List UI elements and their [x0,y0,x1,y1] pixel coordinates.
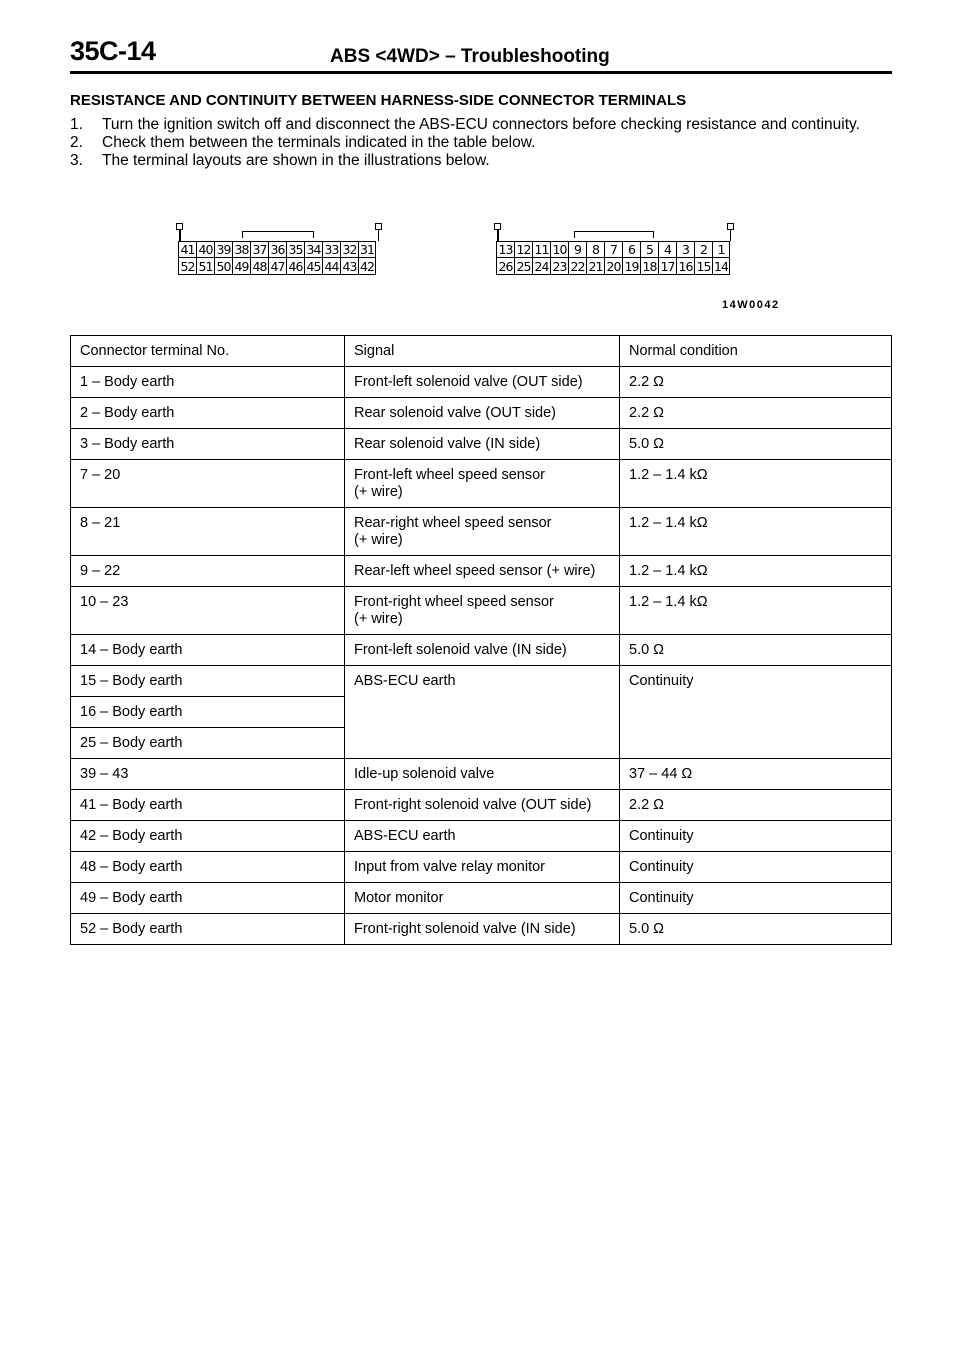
signal-cell: Front-right solenoid valve (IN side) [345,914,620,945]
resistance-continuity-table [70,335,892,945]
terminal-cell: 15 [694,258,712,275]
condition-cell: 2.2 Ω [620,398,892,429]
page-header [70,36,892,74]
signal-cell: ABS-ECU earth [345,821,620,852]
terminal-cell: 18 [640,258,658,275]
figure-code: 14W0042 [722,299,780,311]
signal-cell: Rear solenoid valve (IN side) [345,429,620,460]
step-3 [70,152,892,170]
signal-cell: ABS-ECU earth [345,666,620,759]
terminal-cell: 49 [232,258,250,275]
terminal-cell: 51 [196,258,214,275]
terminal-cell: 25 [514,258,532,275]
terminal-cell: 1 [712,241,730,258]
terminal-cell: 11 [532,241,550,258]
connector-latch [574,231,654,238]
table-row [71,666,892,697]
left-connector [176,223,382,281]
terminal-cell: 24 [532,258,550,275]
condition-cell: 37 – 44 Ω [620,759,892,790]
signal-cell: Rear solenoid valve (OUT side) [345,398,620,429]
step-2 [70,134,892,152]
terminal-cell: 5 [640,241,658,258]
condition-cell: 5.0 Ω [620,429,892,460]
condition-cell: 2.2 Ω [620,367,892,398]
instruction-steps [70,116,892,170]
condition-cell: 2.2 Ω [620,790,892,821]
signal-cell: Front-right solenoid valve (OUT side) [345,790,620,821]
terminal-cell: 16 [676,258,694,275]
terminal-cell: 6 [622,241,640,258]
condition-cell: Continuity [620,666,892,759]
signal-cell: Idle-up solenoid valve [345,759,620,790]
signal-cell: Front-left wheel speed sensor (+ wire) [345,460,620,508]
terminal-cell: 3 [676,241,694,258]
step-number: 3. [70,152,83,169]
table-row [71,587,892,635]
connector-post-line [497,229,499,241]
terminal-cell: 39 [214,241,232,258]
condition-cell: 1.2 – 1.4 kΩ [620,587,892,635]
terminal-cell: 10 – 23 [71,587,345,635]
terminal-cell: 19 [622,258,640,275]
terminal-cell: 39 – 43 [71,759,345,790]
table-row [71,556,892,587]
condition-cell: 1.2 – 1.4 kΩ [620,508,892,556]
terminal-cell: 43 [340,258,358,275]
condition-cell: Continuity [620,883,892,914]
terminal-cell: 50 [214,258,232,275]
terminal-cell: 7 [604,241,622,258]
table-row [71,367,892,398]
terminal-cell: 48 [250,258,268,275]
condition-cell: 1.2 – 1.4 kΩ [620,556,892,587]
terminal-cell: 9 [568,241,586,258]
terminal-cell: 16 – Body earth [71,697,345,728]
terminal-row-bottom [178,258,376,275]
table-row [71,635,892,666]
connector-post-line [730,229,732,241]
terminal-cell: 4 [658,241,676,258]
terminal-cell: 10 [550,241,568,258]
signal-cell: Motor monitor [345,883,620,914]
step-number: 2. [70,134,83,151]
signal-cell: Front-right wheel speed sensor (+ wire) [345,587,620,635]
terminal-cell: 31 [358,241,376,258]
table-row [71,790,892,821]
step-text: The terminal layouts are shown in the illustrations below. [102,152,490,169]
right-connector [494,223,734,281]
terminal-cell: 42 – Body earth [71,821,345,852]
table-header-cell: Signal [345,336,620,367]
terminal-cell: 8 [586,241,604,258]
terminal-cell: 52 – Body earth [71,914,345,945]
terminal-cell: 3 – Body earth [71,429,345,460]
signal-cell: Front-left solenoid valve (IN side) [345,635,620,666]
table-row [71,914,892,945]
table-row [71,460,892,508]
page-title: ABS <4WD> – Troubleshooting [330,46,610,67]
page-number: 35C-14 [70,36,156,66]
terminal-cell: 46 [286,258,304,275]
table-row [71,398,892,429]
terminal-row-top [178,241,376,258]
terminal-cell: 2 [694,241,712,258]
terminal-cell: 34 [304,241,322,258]
condition-cell: 5.0 Ω [620,914,892,945]
table-row [71,821,892,852]
terminal-cell: 52 [178,258,196,275]
table-header-row [71,336,892,367]
table-row [71,883,892,914]
terminal-cell: 45 [304,258,322,275]
terminal-cell: 12 [514,241,532,258]
table-row [71,508,892,556]
connector-post-line [179,229,181,241]
signal-cell: Rear-right wheel speed sensor (+ wire) [345,508,620,556]
signal-cell: Input from valve relay monitor [345,852,620,883]
terminal-cell: 42 [358,258,376,275]
terminal-cell: 33 [322,241,340,258]
terminal-cell: 20 [604,258,622,275]
condition-cell: 1.2 – 1.4 kΩ [620,460,892,508]
header-rule [70,71,892,74]
connector-illustration [0,215,960,315]
terminal-cell: 41 [178,241,196,258]
terminal-cell: 14 – Body earth [71,635,345,666]
terminal-cell: 13 [496,241,514,258]
terminal-cell: 17 [658,258,676,275]
terminal-cell: 7 – 20 [71,460,345,508]
terminal-cell: 44 [322,258,340,275]
terminal-row-top [496,241,730,258]
terminal-row-bottom [496,258,730,275]
step-text: Turn the ignition switch off and disconnect the ABS-ECU connectors before checking resistance and continuity. [102,116,860,133]
signal-cell: Rear-left wheel speed sensor (+ wire) [345,556,620,587]
terminal-cell: 47 [268,258,286,275]
terminal-cell: 36 [268,241,286,258]
terminal-cell: 14 [712,258,730,275]
terminal-cell: 40 [196,241,214,258]
terminal-cell: 38 [232,241,250,258]
terminal-cell: 2 – Body earth [71,398,345,429]
terminal-cell: 37 [250,241,268,258]
terminal-cell: 23 [550,258,568,275]
terminal-cell: 35 [286,241,304,258]
terminal-cell: 49 – Body earth [71,883,345,914]
terminal-cell: 48 – Body earth [71,852,345,883]
table-header-cell: Normal condition [620,336,892,367]
terminal-cell: 8 – 21 [71,508,345,556]
step-text: Check them between the terminals indicated in the table below. [102,134,536,151]
terminal-cell: 1 – Body earth [71,367,345,398]
terminal-cell: 21 [586,258,604,275]
terminal-cell: 22 [568,258,586,275]
terminal-cell: 15 – Body earth [71,666,345,697]
terminal-cell: 9 – 22 [71,556,345,587]
table-row [71,759,892,790]
signal-cell: Front-left solenoid valve (OUT side) [345,367,620,398]
connector-post-line [378,229,380,241]
terminal-cell: 26 [496,258,514,275]
condition-cell: Continuity [620,852,892,883]
condition-cell: Continuity [620,821,892,852]
table-row [71,852,892,883]
terminal-cell: 41 – Body earth [71,790,345,821]
table-header-cell: Connector terminal No. [71,336,345,367]
section-title: RESISTANCE AND CONTINUITY BETWEEN HARNESS-SIDE CONNECTOR TERMINALS [70,92,687,109]
connector-latch [242,231,314,238]
step-1 [70,116,892,134]
condition-cell: 5.0 Ω [620,635,892,666]
terminal-cell: 32 [340,241,358,258]
table-row [71,429,892,460]
step-number: 1. [70,116,83,133]
terminal-cell: 25 – Body earth [71,728,345,759]
